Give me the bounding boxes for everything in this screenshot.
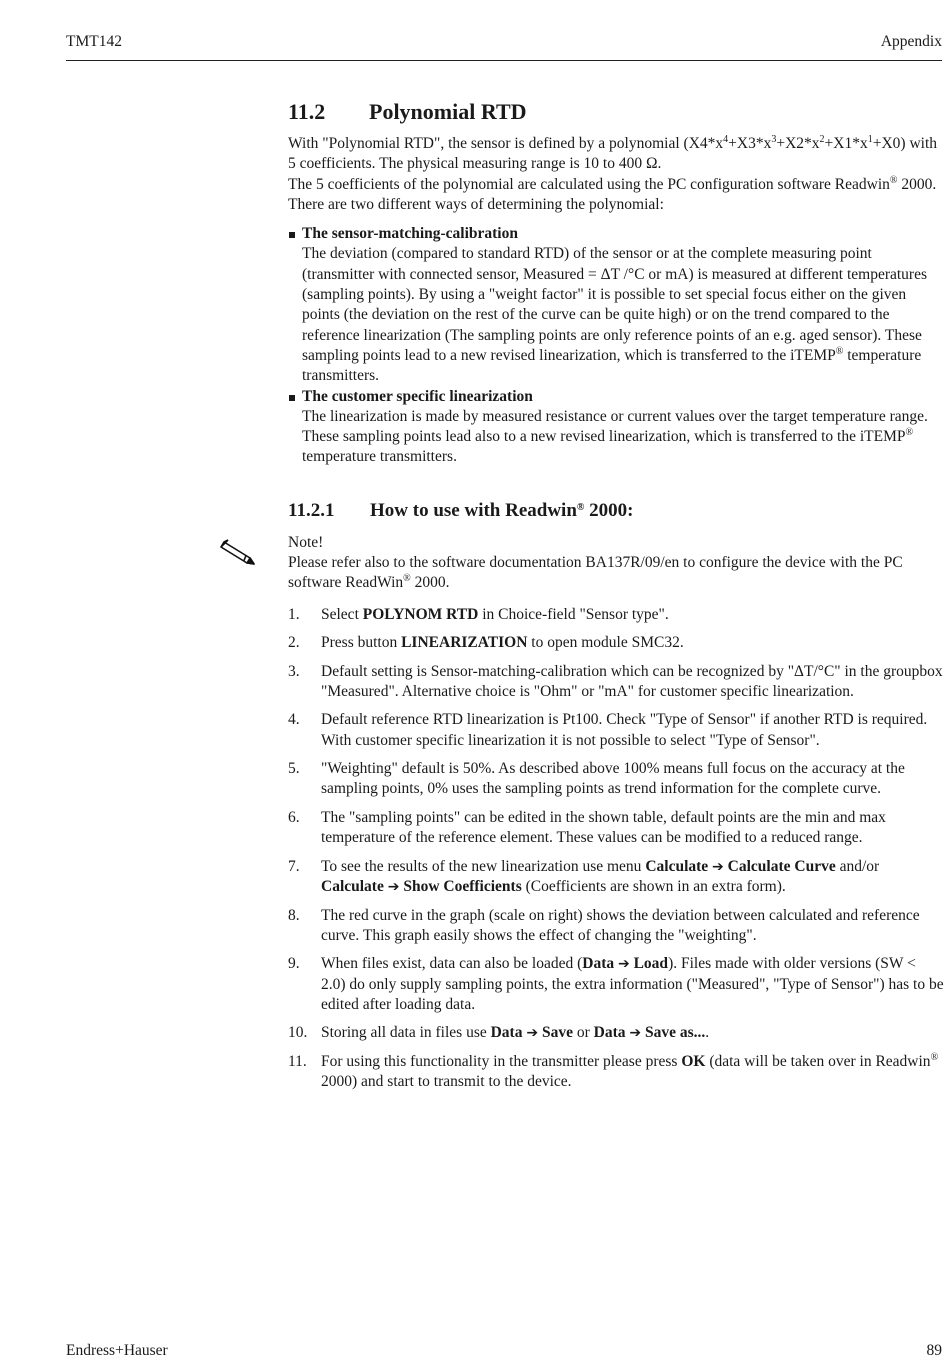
method-list [288,224,944,468]
list-item [288,387,944,468]
section-heading [288,98,944,126]
header-doc-id: TMT142 [66,33,122,50]
bullet-text: The linearization is made by measured resistance or current values over the target temperature range. These sampling points lead also to a new revised linearization, which is transferred to the iTEMP® temperature transmitters. [302,407,928,466]
list-item: 3. Default setting is Sensor-matching-calibration which can be recognized by "ΔT/°C" in the groupbox "Measured". Alternative choice is "Ohm" or "mA" for customer specific linearization. [288,662,943,700]
intro-paragraph: With "Polynomial RTD", the sensor is defined by a polynomial $(X4*x^4+X3*x^3+X2*x^2+X1*x^1+X0)$ with 5 coefficients. The physical measuring range is 10 to 400 Ω. The 5 coefficients of the polynomial are calculated using the PC configuration software Readwin® 2000. There are two different ways of determining the polynomial: [288,134,937,213]
list-item [288,224,944,386]
note-label: Note! [288,533,324,551]
list-item: 5. "Weighting" default is 50%. As described above 100% means full focus on the accuracy at the sampling points, 0% uses the sampling points as trend information for the complete curve. [288,760,905,798]
list-item: 11. For using this functionality in the transmitter please press OK (data will be taken over in Readwin® 2000) and start to transmit to the device. [288,1051,939,1091]
list-item: 2. Press button LINEARIZATION to open module SMC32. [288,634,684,652]
list-item: 4. Default reference RTD linearization is Pt100. Check "Type of Sensor" if another RTD is required. With customer specific linearization it is not possible to select "Type of Sensor". [288,711,928,749]
footer-company: Endress+Hauser [66,1342,168,1359]
subsection-heading: 11.2.1 How to use with Readwin® 2000: [288,499,634,521]
page-number: 89 [926,1342,942,1359]
note-block [288,533,944,594]
arrow-icon: ➔ [526,1025,539,1042]
pencil-icon [220,534,260,568]
bullet-title: The customer specific linearization [302,387,533,405]
list-item: 9. When files exist, data can also be loaded (Data ➔ Load). Files made with older versions (SW < 2.0) do only supply sampling points, the extra information ("Measured", "Type of Sensor") has to be edited after loading data. [288,955,944,1013]
page-header [66,32,942,61]
arrow-icon: ➔ [387,879,400,896]
list-item: 8. The red curve in the graph (scale on right) shows the deviation between calculated and reference curve. This graph easily shows the effect of changing the "weighting". [288,906,920,944]
section-title: Polynomial RTD [369,99,527,124]
arrow-icon: ➔ [629,1025,642,1042]
page-body [288,98,944,1101]
bullet-marker [289,395,295,401]
list-item: 6. The "sampling points" can be edited in the shown table, default points are the min and max temperature of the reference element. These values can be modified to a reduced range. [288,808,886,847]
subsection-number: 11.2.1 [288,499,335,521]
note-text: Please refer also to the software documentation BA137R/09/en to configure the device with the PC software ReadWin® 2000. [288,554,903,592]
header-section: Appendix [880,33,942,50]
bullet-title: The sensor-matching-calibration [302,225,518,243]
list-item: 1. Select POLYNOM RTD in Choice-field "Sensor type". [288,605,669,623]
steps-list [288,605,944,1093]
bullet-text: The deviation (compared to standard RTD) of the sensor or at the complete measuring point (transmitter with connected sensor, Measured = ΔT /°C or mA) is measured at different temperatures (sampling points). By using a "weight factor" it is possible to set special focus either on the given points (the deviation on the rest of the curve can be quite high) or on the trend compared to the reference linearization (The sampling points are only reference points of an e.g. aged sensor). These sampling points lead to a new revised linearization, which is transferred to the iTEMP® temperature transmitters. [302,245,928,385]
list-item: 10. Storing all data in files use Data ➔ Save or Data ➔ Save as.... [288,1024,710,1042]
bullet-marker [289,232,295,238]
arrow-icon: ➔ [617,956,630,973]
section-number: 11.2 [288,99,326,124]
arrow-icon: ➔ [712,858,724,875]
list-item: 7. To see the results of the new linearization use menu Calculate ➔ Calculate Curve and/or Calculate ➔ Show Coefficients (Coefficients are shown in an extra form). [288,857,880,896]
